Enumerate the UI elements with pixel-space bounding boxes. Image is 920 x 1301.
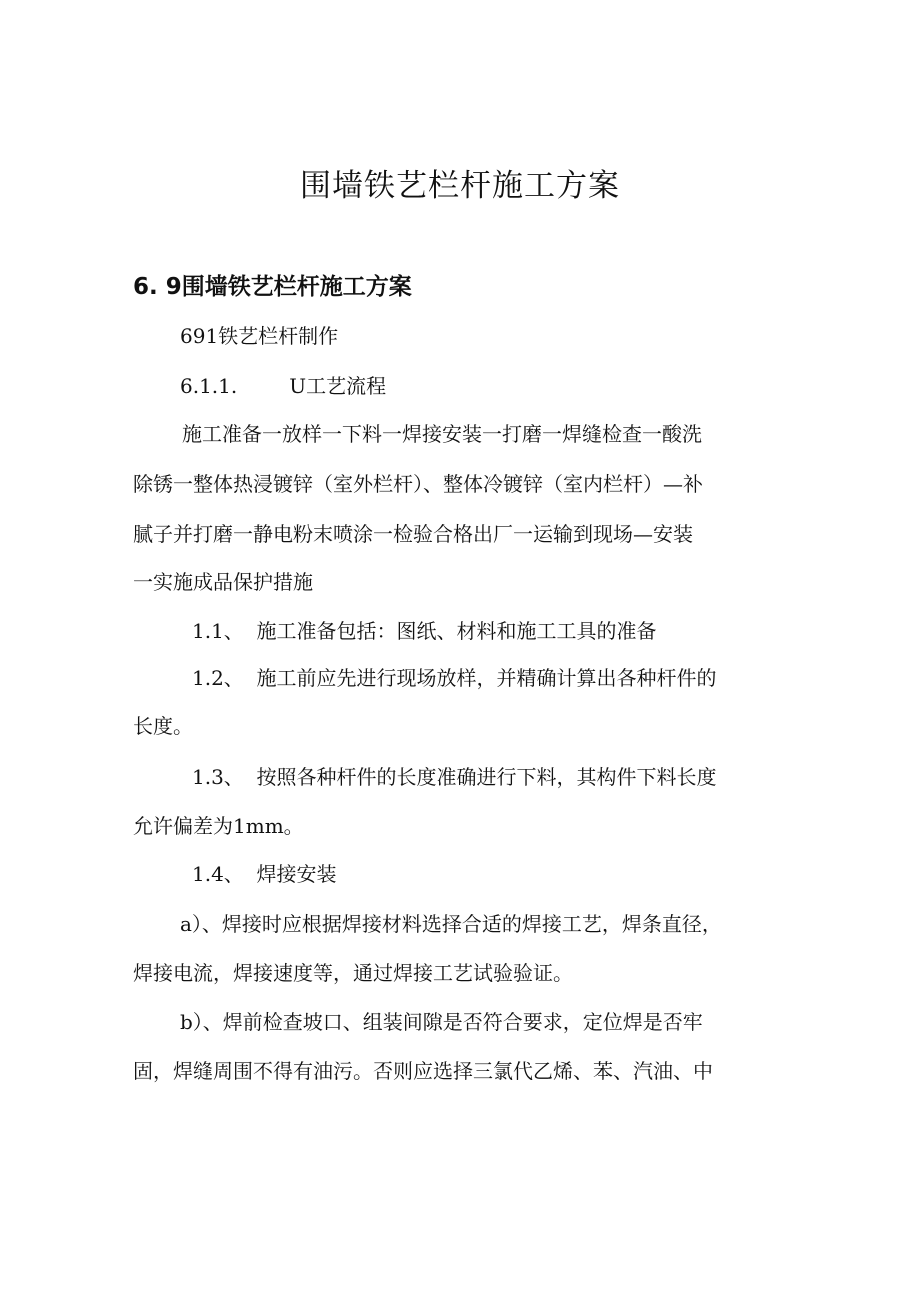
document-title: 围墙铁艺栏杆施工方案	[300, 168, 620, 204]
item-1-2	[192, 662, 717, 691]
item-text: 焊接安装	[256, 862, 337, 886]
item-1-3	[192, 761, 717, 790]
item-number: 1.3、	[192, 765, 244, 789]
paragraph-a-line: a）、焊接时应根据焊接材料选择合适的焊接工艺，焊条直径，	[180, 912, 722, 936]
step-number: 6.1.1.	[180, 374, 238, 398]
item-1-1	[192, 615, 657, 644]
item-1-3-continuation: 允许偏差为1mm。	[133, 814, 304, 838]
subsection-title: 691铁艺栏杆制作	[180, 324, 339, 348]
step-title: U工艺流程	[289, 374, 387, 398]
process-flow-line: 一实施成品保护措施	[133, 570, 313, 594]
step-heading	[180, 370, 386, 399]
item-text: 按照各种杆件的长度准确进行下料，其构件下料长度	[256, 765, 717, 789]
item-number: 1.2、	[192, 666, 244, 690]
item-1-2-continuation: 长度。	[133, 714, 193, 738]
section-heading: 6. 9围墙铁艺栏杆施工方案	[133, 274, 412, 300]
process-flow-line: 施工准备一放样一下料一焊接安装一打磨一焊缝检查一酸洗	[182, 422, 702, 446]
item-text: 施工前应先进行现场放样，并精确计算出各种杆件的	[256, 666, 717, 690]
process-flow-line: 腻子并打磨一静电粉末喷涂一检验合格出厂一运输到现场—安装	[133, 522, 693, 546]
item-1-4	[192, 858, 337, 887]
item-number: 1.1、	[192, 619, 244, 643]
paragraph-a-line: 焊接电流，焊接速度等，通过焊接工艺试验验证。	[133, 961, 573, 985]
item-text: 施工准备包括：图纸、材料和施工工具的准备	[256, 619, 657, 643]
paragraph-b-line: b）、焊前检查坡口、组装间隙是否符合要求，定位焊是否牢	[180, 1010, 703, 1034]
item-number: 1.4、	[192, 862, 244, 886]
process-flow-line: 除锈一整体热浸镀锌（室外栏杆）、整体冷镀锌（室内栏杆）—补	[133, 472, 703, 496]
paragraph-b-line: 固，焊缝周围不得有油污。否则应选择三氯代乙烯、苯、汽油、中	[133, 1059, 713, 1083]
